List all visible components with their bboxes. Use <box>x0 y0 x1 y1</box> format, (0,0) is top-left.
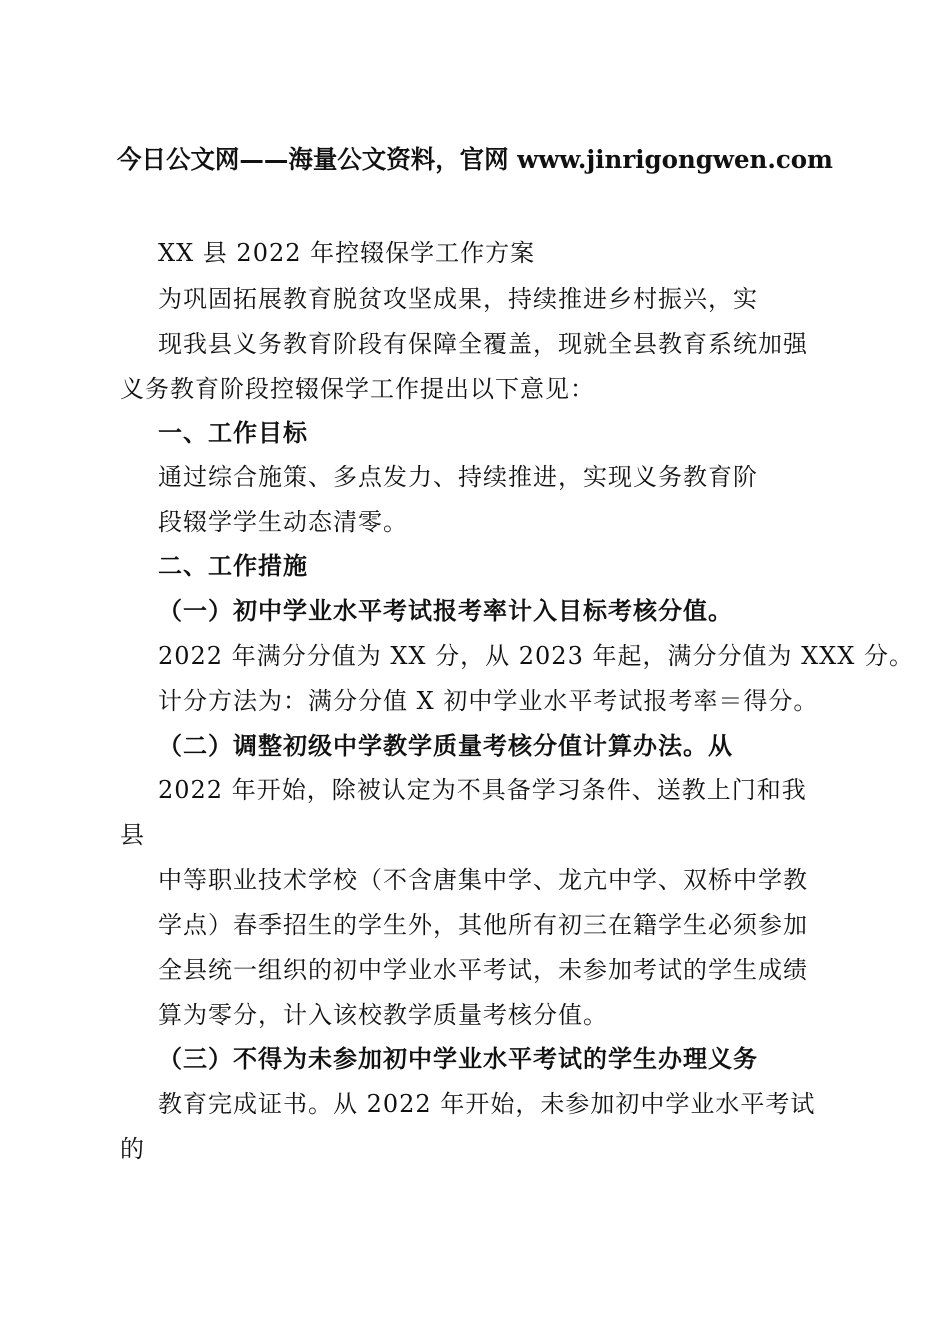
paragraph-line: 县 <box>120 821 145 849</box>
document-title: XX 县 2022 年控辍保学工作方案 <box>158 239 536 267</box>
subsection-heading: （三）不得为未参加初中学业水平考试的学生办理义务 <box>158 1044 758 1073</box>
paragraph-line: 全县统一组织的初中学业水平考试，未参加考试的学生成绩 <box>158 956 808 984</box>
paragraph-line: 计分方法为：满分分值 X 初中学业水平考试报考率＝得分。 <box>158 687 819 715</box>
paragraph-line: 段辍学学生动态清零。 <box>158 508 408 536</box>
paragraph-line: 教育完成证书。从 2022 年开始，未参加初中学业水平考试 <box>158 1090 816 1118</box>
paragraph-line: 2022 年满分分值为 XX 分，从 2023 年起，满分分值为 XXX 分。 <box>158 642 914 670</box>
paragraph-line: 现我县义务教育阶段有保障全覆盖，现就全县教育系统加强 <box>158 330 808 358</box>
section-heading: 二、工作措施 <box>158 551 308 580</box>
paragraph-line: 中等职业技术学校（不含唐集中学、龙亢中学、双桥中学教 <box>158 866 808 894</box>
paragraph-line: 2022 年开始，除被认定为不具备学习条件、送教上门和我 <box>158 776 807 804</box>
paragraph-line: 学点）春季招生的学生外，其他所有初三在籍学生必须参加 <box>158 911 808 939</box>
paragraph-line: 义务教育阶段控辍保学工作提出以下意见： <box>120 375 595 403</box>
subsection-heading: （一）初中学业水平考试报考率计入目标考核分值。 <box>158 596 733 625</box>
section-heading: 一、工作目标 <box>158 418 308 447</box>
paragraph-line: 的 <box>120 1135 145 1163</box>
paragraph-line: 通过综合施策、多点发力、持续推进，实现义务教育阶 <box>158 463 758 491</box>
site-header: 今日公文网——海量公文资料，官网 www.jinrigongwen.com <box>117 145 833 174</box>
paragraph-line: 为巩固拓展教育脱贫攻坚成果，持续推进乡村振兴，实 <box>158 285 758 313</box>
paragraph-line: 算为零分，计入该校教学质量考核分值。 <box>158 1001 608 1029</box>
subsection-heading: （二）调整初级中学教学质量考核分值计算办法。从 <box>158 731 733 760</box>
